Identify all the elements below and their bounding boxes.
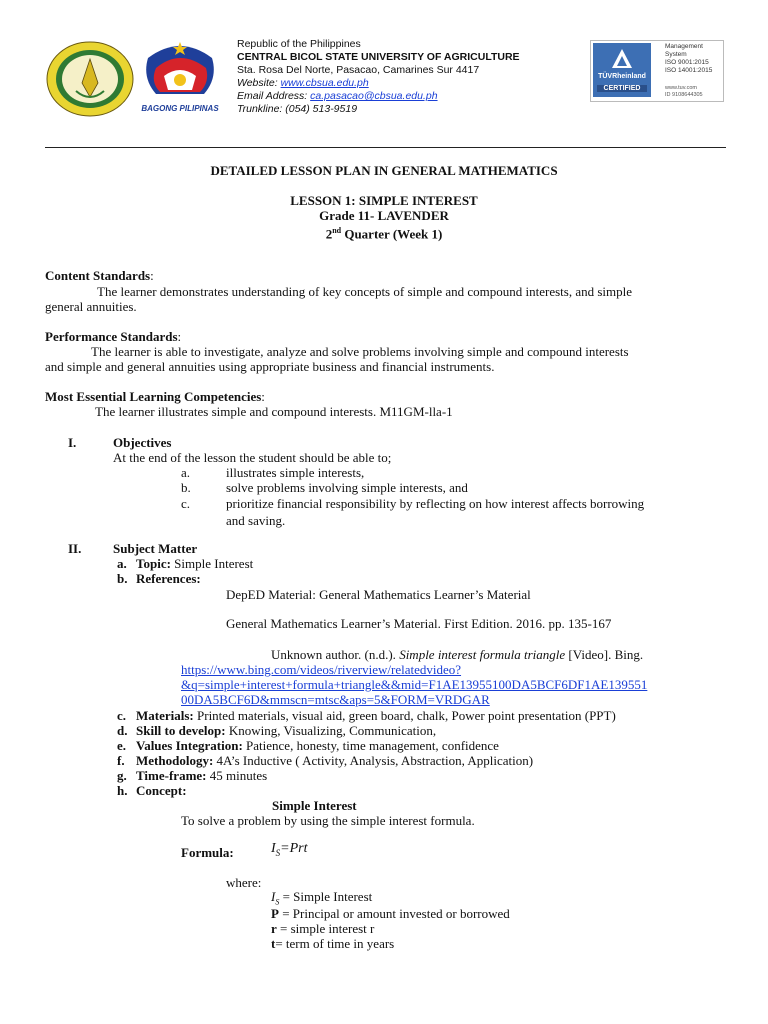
definition-row: t= term of time in years: [271, 936, 395, 951]
header-divider: [45, 147, 726, 148]
objectives-intro: At the end of the lesson the student should be able to;: [113, 450, 392, 465]
email-label: Email Address:: [237, 90, 311, 102]
sm-letter: g.: [117, 768, 127, 783]
tuv-system-lines: [665, 43, 712, 75]
content-standards-line: general annuities.: [45, 299, 137, 314]
reference-3: Unknown author. (n.d.). Simple interest formula triangle [Video]. Bing.: [271, 647, 644, 662]
objective-letter: b.: [181, 480, 191, 495]
reference-3-title: Simple interest formula triangle: [399, 647, 566, 662]
tuv-line: Management: [665, 43, 703, 50]
objective-item-cont: and saving.: [226, 513, 286, 528]
objective-item: prioritize financial responsibility by reflecting on how interest affects borrowing: [226, 496, 645, 511]
header-university: CENTRAL BICOL STATE UNIVERSITY OF AGRICULTURE: [237, 51, 520, 63]
sm-letter: b.: [117, 571, 128, 586]
objective-item: solve problems involving simple interests, and: [226, 480, 468, 495]
document-title: DETAILED LESSON PLAN IN GENERAL MATHEMATICS: [210, 163, 558, 178]
sm-letter: h.: [117, 783, 128, 798]
definition-row: $I_S$ = Simple Interest: [271, 889, 373, 907]
tuv-brand: TÜVRheinland: [598, 73, 646, 80]
formula: $I_S=Prt$: [271, 841, 308, 858]
reference-3-url[interactable]: &q=simple+interest+formula+triangle&&mid=F1AE13955100DA5BCF6DF1AE139551: [181, 677, 648, 692]
definition-row: r = simple interest r: [271, 921, 375, 936]
reference-3-url[interactable]: 00DA5BCF6D&mmscn=mtsc&aps=5&FORM=VRDGAR: [181, 692, 490, 707]
lesson-title: LESSON 1: SIMPLE INTEREST: [290, 193, 478, 208]
reference-2: General Mathematics Learner’s Material. First Edition. 2016. pp. 135-167: [226, 616, 612, 631]
performance-standards-line: and simple and general annuities using appropriate business and financial instruments.: [45, 359, 495, 374]
topic-row: Topic: Simple Interest: [136, 556, 254, 571]
header-address: Sta. Rosa Del Norte, Pasacao, Camarines Sur 4417: [237, 64, 480, 76]
sm-letter: f.: [117, 753, 125, 768]
definition-symbol: t: [271, 936, 276, 951]
objectives-numeral: I.: [68, 435, 77, 450]
website-link[interactable]: www.cbsua.edu.ph: [280, 77, 369, 89]
objective-letter: c.: [181, 496, 191, 511]
sm-letter: e.: [117, 738, 127, 753]
tuv-line: ISO 9001:2015: [665, 59, 709, 66]
sm-item: Time-frame: 45 minutes: [136, 768, 268, 783]
objective-item: illustrates simple interests,: [226, 465, 365, 480]
quarter-num: 2: [325, 226, 333, 242]
tuv-certified: CERTIFIED: [597, 85, 647, 92]
subject-matter-heading: Subject Matter: [113, 541, 198, 556]
definition-row: P = Principal or amount invested or borrowed: [271, 906, 510, 921]
sm-letter: a.: [117, 556, 127, 571]
references-label: References:: [136, 571, 201, 586]
topic-value: Simple Interest: [174, 556, 254, 571]
grade-title: Grade 11- LAVENDER: [319, 208, 449, 223]
tuv-line: ISO 14001:2015: [665, 67, 713, 74]
bagong-pilipinas-logo: [134, 38, 226, 118]
website-label: Website:: [237, 77, 281, 89]
tuv-id: ID 9108644305: [665, 92, 703, 98]
objective-letter: a.: [181, 465, 191, 480]
sm-item: Materials: Printed materials, visual aid, green board, chalk, Power point presentation (PPT): [136, 708, 616, 723]
definition-symbol: r: [271, 921, 277, 936]
header-country: Republic of the Philippines: [237, 38, 361, 50]
reference-1: DepED Material: General Mathematics Learner’s Material: [226, 587, 531, 602]
quarter-title: [0, 223, 768, 241]
sm-item: Skill to develop: Knowing, Visualizing, Communication,: [136, 723, 437, 738]
content-standards-line: The learner demonstrates understanding of key concepts of simple and compound interests, and simple: [97, 284, 633, 299]
tuv-logo-box: [593, 43, 651, 97]
concept-intro: To solve a problem by using the simple interest formula.: [181, 813, 475, 828]
sm-item: Values Integration: Patience, honesty, time management, confidence: [136, 738, 499, 753]
formula-label: Formula:: [181, 845, 234, 860]
performance-standards-heading: Performance Standards:: [45, 329, 182, 344]
melc-text: The learner illustrates simple and compound interests. M11GM-lla-1: [95, 404, 453, 419]
quarter-rest: Quarter (Week 1): [341, 226, 443, 242]
sm-letter: c.: [117, 708, 127, 723]
email-link[interactable]: ca.pasacao@cbsua.edu.ph: [310, 90, 438, 102]
header-email-row: [237, 90, 438, 103]
performance-standards-line: The learner is able to investigate, analyze and solve problems involving simple and compound interests: [91, 344, 629, 359]
sm-item: Concept:: [136, 783, 187, 798]
header-trunkline: Trunkline: (054) 513-9519: [237, 103, 358, 115]
bagong-pilipinas-text: BAGONG PILIPINAS: [141, 104, 219, 113]
objectives-heading: Objectives: [113, 435, 172, 450]
tuv-line: System: [665, 51, 687, 58]
content-standards-heading: Content Standards:: [45, 268, 154, 283]
sm-letter: d.: [117, 723, 128, 738]
subject-matter-numeral: II.: [68, 541, 82, 556]
university-seal: [46, 41, 134, 117]
header-website-row: [237, 77, 369, 90]
melc-heading: Most Essential Learning Competencies:: [45, 389, 265, 404]
definition-symbol: P: [271, 906, 279, 921]
reference-3-url[interactable]: https://www.bing.com/videos/riverview/relatedvideo?: [181, 662, 462, 677]
tuv-triangle-icon: [610, 47, 634, 71]
where-label: where:: [226, 875, 262, 890]
sm-item: Methodology: 4A’s Inductive ( Activity, Analysis, Abstraction, Application): [136, 753, 534, 768]
concept-title: Simple Interest: [272, 798, 357, 813]
definition-symbol: I: [271, 889, 276, 904]
quarter-sup: nd: [332, 226, 342, 235]
tuv-url: www.tuv.com: [665, 85, 697, 91]
tuv-cert-badge: [590, 40, 724, 102]
